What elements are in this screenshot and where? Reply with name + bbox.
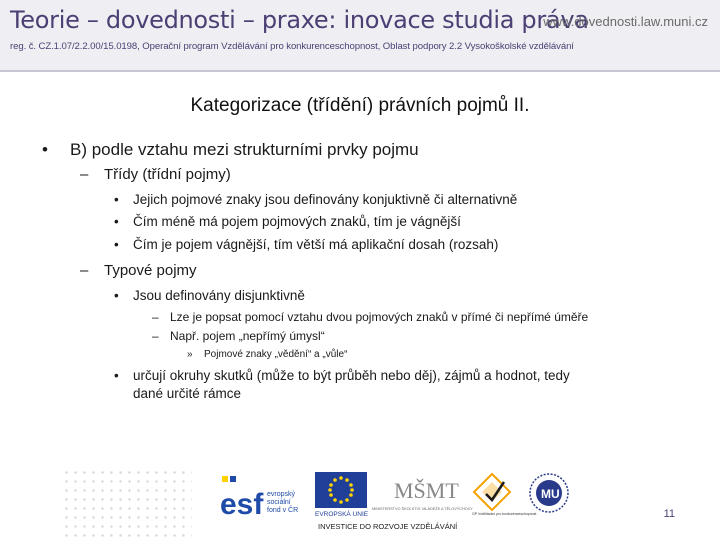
bullet: • — [114, 237, 119, 252]
esf-logo — [220, 472, 308, 521]
slide-title: Kategorizace (třídění) právních pojmů II. — [190, 95, 530, 116]
muni-seal-icon — [528, 470, 570, 516]
esf-caption-2: sociální — [267, 499, 291, 506]
header-divider — [0, 70, 720, 72]
bullet: • — [114, 214, 119, 229]
bullet: – — [152, 310, 159, 324]
bullet: • — [114, 288, 119, 303]
list-item-text: B) podle vztahu mezi strukturními prvky pojmu — [70, 140, 419, 159]
op-caption: OP Vzdělávání pro konkurenceschopnost — [472, 512, 537, 516]
list-item-text: Třídy (třídní pojmy) — [104, 166, 231, 183]
header-banner — [0, 0, 720, 70]
op-vk-logo — [472, 468, 537, 518]
header-url[interactable]: www.dovednosti.law.muni.cz — [543, 14, 708, 29]
header-subtitle: reg. č. CZ.1.07/2.2.00/15.0198, Operační program Vzdělávání pro konkurenceschopnost, Oblast podpory 2.2 Vysokoškolské vzdělávání — [10, 41, 574, 52]
dot-pattern — [62, 468, 192, 540]
msmt-logo — [372, 470, 473, 518]
list-item-text: Čím méně má pojem pojmových znaků, tím je vágnější — [133, 214, 461, 229]
list-item-text: Čím je pojem vágnější, tím větší má aplikační dosah (rozsah) — [133, 237, 499, 252]
bullet: – — [152, 329, 159, 343]
esf-logo-graphic — [220, 472, 308, 521]
op-vk-logo-graphic — [472, 468, 537, 518]
bullet: • — [114, 368, 119, 383]
list-item-text: Pojmové znaky „vědění“ a „vůle“ — [204, 349, 348, 360]
list-item-text: Jsou definovány disjunktivně — [133, 288, 305, 303]
msmt-wordmark: MŠMT — [394, 478, 459, 503]
bullet: – — [80, 262, 89, 279]
list-item-text: Jejich pojmové znaky jsou definovány konjuktivně či alternativně — [133, 192, 518, 207]
muni-wordmark: MU — [541, 487, 560, 501]
list-item-text: Lze je popsat pomocí vztahu dvou pojmových znaků v přímé či nepřímé úměře — [170, 310, 589, 324]
muni-logo — [528, 470, 570, 516]
page-number: 11 — [663, 508, 675, 520]
investment-caption: INVESTICE DO ROZVOJE VZDĚLÁVÁNÍ — [318, 522, 458, 531]
esf-caption-1: evropský — [267, 491, 296, 498]
list-item-text: Typové pojmy — [104, 262, 197, 279]
list-item-text: Např. pojem „nepřímý úmysl“ — [170, 329, 325, 343]
esf-caption-3: fond v ČR — [267, 507, 299, 514]
eu-caption: EVROPSKÁ UNIE — [315, 511, 369, 518]
eu-flag-icon — [315, 472, 369, 518]
ministry-caption: MINISTERSTVO ŠKOLSTVÍ, MLÁDEŽE A TĚLOVÝCHOVY — [372, 507, 473, 511]
bullet: • — [42, 140, 48, 159]
msmt-logo-graphic — [372, 470, 473, 518]
list-item-text: určují okruhy skutků (může to být průběh nebo děj), zájmů a hodnot, tedy — [133, 368, 570, 383]
list-item — [42, 140, 48, 160]
header-title: Teorie – dovednosti – praxe: inovace studia práva — [10, 6, 589, 34]
eu-logo — [315, 472, 369, 518]
esf-wordmark: esf — [220, 488, 264, 521]
list-item-text: dané určité rámce — [133, 386, 242, 401]
bullet: – — [80, 166, 89, 183]
bullet: » — [187, 349, 193, 360]
bullet: • — [114, 192, 119, 207]
